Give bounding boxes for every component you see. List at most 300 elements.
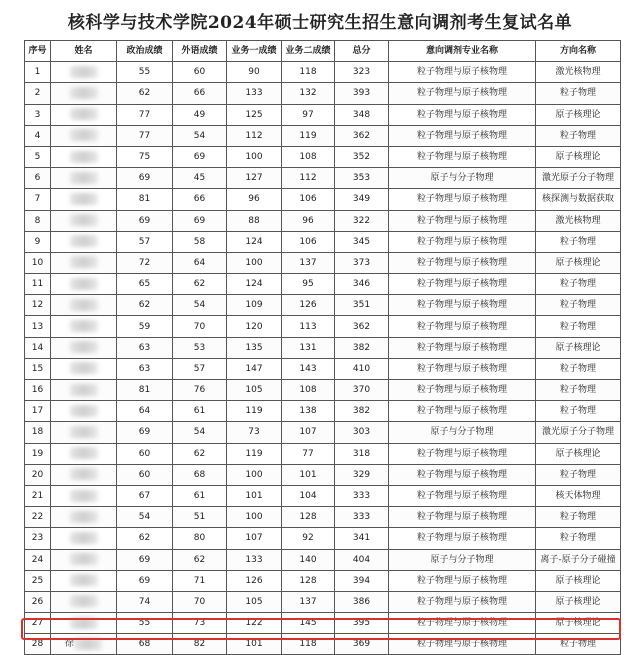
total-score: 333 — [335, 507, 389, 528]
direction-name: 原子核理论 — [536, 104, 621, 125]
english-score: 68 — [173, 464, 227, 485]
row-number: 17 — [25, 401, 51, 422]
candidate-name — [51, 104, 117, 125]
row-number: 23 — [25, 528, 51, 549]
subject2-score: 96 — [282, 210, 335, 231]
table-row — [25, 83, 621, 104]
row-number: 22 — [25, 507, 51, 528]
subject1-score: 101 — [227, 485, 282, 506]
subject1-score: 109 — [227, 295, 282, 316]
row-number: 4 — [25, 125, 51, 146]
table-row — [25, 570, 621, 591]
total-score: 370 — [335, 380, 389, 401]
redacted-name-blur — [70, 235, 98, 247]
intended-major: 粒子物理与原子核物理 — [389, 464, 536, 485]
english-score: 62 — [173, 443, 227, 464]
intended-major: 粒子物理与原子核物理 — [389, 210, 536, 231]
english-score: 49 — [173, 104, 227, 125]
subject1-score: 119 — [227, 401, 282, 422]
politics-score: 67 — [117, 485, 173, 506]
direction-name: 粒子物理 — [536, 125, 621, 146]
candidate-name — [51, 231, 117, 252]
english-score: 54 — [173, 125, 227, 146]
politics-score: 69 — [117, 210, 173, 231]
col-header-subject2: 业务二成绩 — [282, 41, 335, 62]
english-score: 61 — [173, 401, 227, 422]
intended-major: 粒子物理与原子核物理 — [389, 104, 536, 125]
row-number: 18 — [25, 422, 51, 443]
redacted-name-blur — [70, 405, 98, 417]
col-header-no: 序号 — [25, 41, 51, 62]
direction-name: 原子核理论 — [536, 146, 621, 167]
politics-score: 62 — [117, 528, 173, 549]
intended-major: 粒子物理与原子核物理 — [389, 146, 536, 167]
subject2-score: 108 — [282, 146, 335, 167]
english-score: 54 — [173, 422, 227, 443]
redacted-name-blur — [70, 87, 98, 99]
candidate-name — [51, 125, 117, 146]
subject2-score: 138 — [282, 401, 335, 422]
subject2-score: 137 — [282, 252, 335, 273]
direction-name: 原子核理论 — [536, 252, 621, 273]
row-number: 9 — [25, 231, 51, 252]
total-score: 348 — [335, 104, 389, 125]
english-score: 73 — [173, 613, 227, 634]
table-row — [25, 401, 621, 422]
politics-score: 81 — [117, 189, 173, 210]
subject1-score: 100 — [227, 507, 282, 528]
subject2-score: 145 — [282, 613, 335, 634]
redacted-name-blur — [70, 553, 98, 565]
redacted-name-blur — [70, 193, 98, 205]
english-score: 51 — [173, 507, 227, 528]
subject2-score: 106 — [282, 231, 335, 252]
row-number: 24 — [25, 549, 51, 570]
direction-name: 原子核理论 — [536, 613, 621, 634]
intended-major: 粒子物理与原子核物理 — [389, 401, 536, 422]
total-score: 349 — [335, 189, 389, 210]
direction-name: 原子核理论 — [536, 591, 621, 612]
candidate-name — [51, 189, 117, 210]
redacted-name-blur — [70, 299, 98, 311]
table-row — [25, 295, 621, 316]
table-row — [25, 591, 621, 612]
subject2-score: 132 — [282, 83, 335, 104]
direction-name: 粒子物理 — [536, 358, 621, 379]
politics-score: 62 — [117, 83, 173, 104]
total-score: 346 — [335, 274, 389, 295]
politics-score: 54 — [117, 507, 173, 528]
intended-major: 粒子物理与原子核物理 — [389, 380, 536, 401]
intended-major: 粒子物理与原子核物理 — [389, 62, 536, 83]
english-score: 66 — [173, 83, 227, 104]
subject2-score: 113 — [282, 316, 335, 337]
direction-name: 粒子物理 — [536, 464, 621, 485]
politics-score: 55 — [117, 613, 173, 634]
total-score: 369 — [335, 634, 389, 655]
redacted-name-blur — [70, 362, 98, 374]
subject2-score: 118 — [282, 634, 335, 655]
english-score: 70 — [173, 316, 227, 337]
subject1-score: 101 — [227, 634, 282, 655]
row-number: 28 — [25, 634, 51, 655]
subject2-score: 107 — [282, 422, 335, 443]
direction-name: 粒子物理 — [536, 380, 621, 401]
intended-major: 原子与分子物理 — [389, 549, 536, 570]
row-number: 27 — [25, 613, 51, 634]
table-row — [25, 380, 621, 401]
intended-major: 粒子物理与原子核物理 — [389, 485, 536, 506]
subject1-score: 105 — [227, 380, 282, 401]
candidate-name — [51, 443, 117, 464]
row-number: 3 — [25, 104, 51, 125]
direction-name: 粒子物理 — [536, 274, 621, 295]
subject2-score: 77 — [282, 443, 335, 464]
politics-score: 77 — [117, 125, 173, 146]
english-score: 80 — [173, 528, 227, 549]
row-number: 16 — [25, 380, 51, 401]
intended-major: 粒子物理与原子核物理 — [389, 528, 536, 549]
subject2-score: 92 — [282, 528, 335, 549]
intended-major: 粒子物理与原子核物理 — [389, 591, 536, 612]
total-score: 333 — [335, 485, 389, 506]
direction-name: 粒子物理 — [536, 507, 621, 528]
intended-major: 粒子物理与原子核物理 — [389, 83, 536, 104]
subject1-score: 126 — [227, 570, 282, 591]
candidate-name — [51, 337, 117, 358]
english-score: 64 — [173, 252, 227, 273]
politics-score: 64 — [117, 401, 173, 422]
candidate-name — [51, 528, 117, 549]
row-number: 20 — [25, 464, 51, 485]
politics-score: 69 — [117, 168, 173, 189]
subject1-score: 90 — [227, 62, 282, 83]
intended-major: 粒子物理与原子核物理 — [389, 613, 536, 634]
table-body — [25, 62, 621, 655]
table-header-row — [25, 41, 621, 62]
total-score: 341 — [335, 528, 389, 549]
politics-score: 55 — [117, 62, 173, 83]
english-score: 69 — [173, 210, 227, 231]
politics-score: 60 — [117, 464, 173, 485]
politics-score: 57 — [117, 231, 173, 252]
total-score: 303 — [335, 422, 389, 443]
candidate-name — [51, 83, 117, 104]
direction-name: 粒子物理 — [536, 231, 621, 252]
intended-major: 粒子物理与原子核物理 — [389, 358, 536, 379]
total-score: 395 — [335, 613, 389, 634]
direction-name: 核探测与数据获取 — [536, 189, 621, 210]
total-score: 322 — [335, 210, 389, 231]
total-score: 410 — [335, 358, 389, 379]
redacted-name-blur — [70, 617, 98, 629]
total-score: 394 — [335, 570, 389, 591]
politics-score: 63 — [117, 358, 173, 379]
total-score: 351 — [335, 295, 389, 316]
row-number: 2 — [25, 83, 51, 104]
table-row — [25, 189, 621, 210]
table-row — [25, 231, 621, 252]
col-header-major: 意向调剂专业名称 — [389, 41, 536, 62]
subject1-score: 96 — [227, 189, 282, 210]
english-score: 71 — [173, 570, 227, 591]
direction-name: 原子核理论 — [536, 570, 621, 591]
politics-score: 72 — [117, 252, 173, 273]
intended-major: 粒子物理与原子核物理 — [389, 274, 536, 295]
total-score: 353 — [335, 168, 389, 189]
candidate-name — [51, 422, 117, 443]
candidate-name — [51, 274, 117, 295]
table-row — [25, 146, 621, 167]
direction-name: 激光核物理 — [536, 62, 621, 83]
subject1-score: 124 — [227, 231, 282, 252]
intended-major: 粒子物理与原子核物理 — [389, 316, 536, 337]
redacted-name-blur — [70, 278, 98, 290]
direction-name: 激光核物理 — [536, 210, 621, 231]
direction-name: 粒子物理 — [536, 634, 621, 655]
subject1-score: 133 — [227, 549, 282, 570]
row-number: 26 — [25, 591, 51, 612]
table-row — [25, 422, 621, 443]
direction-name: 激光原子分子物理 — [536, 168, 621, 189]
direction-name: 核天体物理 — [536, 485, 621, 506]
politics-score: 77 — [117, 104, 173, 125]
redacted-name-blur — [70, 320, 98, 332]
subject1-score: 125 — [227, 104, 282, 125]
page-title: 核科学与技术学院2024年硕士研究生招生意向调剂考生复试名单 — [67, 13, 573, 33]
candidate-name — [51, 401, 117, 422]
english-score: 66 — [173, 189, 227, 210]
table-row — [25, 62, 621, 83]
table-row — [25, 125, 621, 146]
direction-name: 粒子物理 — [536, 295, 621, 316]
candidate-name — [51, 146, 117, 167]
subject2-score: 128 — [282, 507, 335, 528]
total-score: 345 — [335, 231, 389, 252]
subject1-score: 100 — [227, 464, 282, 485]
subject1-score: 135 — [227, 337, 282, 358]
subject2-score: 131 — [282, 337, 335, 358]
candidate-name — [51, 358, 117, 379]
english-score: 58 — [173, 231, 227, 252]
politics-score: 69 — [117, 422, 173, 443]
candidate-name — [51, 549, 117, 570]
english-score: 62 — [173, 274, 227, 295]
redacted-name-blur — [70, 426, 98, 438]
subject2-score: 128 — [282, 570, 335, 591]
table-row — [25, 464, 621, 485]
name-text: 徐 — [64, 639, 74, 650]
table-row — [25, 337, 621, 358]
subject1-score: 107 — [227, 528, 282, 549]
subject2-score: 119 — [282, 125, 335, 146]
col-header-direction: 方向名称 — [536, 41, 621, 62]
politics-score: 63 — [117, 337, 173, 358]
subject1-score: 119 — [227, 443, 282, 464]
redacted-name-blur — [70, 151, 98, 163]
intended-major: 粒子物理与原子核物理 — [389, 189, 536, 210]
english-score: 82 — [173, 634, 227, 655]
politics-score: 65 — [117, 274, 173, 295]
redacted-name-blur — [70, 532, 98, 544]
direction-name: 离子-原子分子碰撞 — [536, 549, 621, 570]
row-number: 19 — [25, 443, 51, 464]
redacted-name-blur — [70, 468, 98, 480]
row-number: 10 — [25, 252, 51, 273]
row-number: 25 — [25, 570, 51, 591]
subject2-score: 126 — [282, 295, 335, 316]
subject1-score: 122 — [227, 613, 282, 634]
direction-name: 粒子物理 — [536, 83, 621, 104]
table-row — [25, 316, 621, 337]
intended-major: 粒子物理与原子核物理 — [389, 507, 536, 528]
total-score: 382 — [335, 337, 389, 358]
english-score: 57 — [173, 358, 227, 379]
english-score: 54 — [173, 295, 227, 316]
redacted-name-blur — [74, 638, 102, 650]
total-score: 404 — [335, 549, 389, 570]
direction-name: 激光原子分子物理 — [536, 422, 621, 443]
english-score: 61 — [173, 485, 227, 506]
redacted-name-blur — [70, 595, 98, 607]
subject2-score: 101 — [282, 464, 335, 485]
subject1-score: 120 — [227, 316, 282, 337]
direction-name: 原子核理论 — [536, 337, 621, 358]
candidate-name — [51, 464, 117, 485]
english-score: 53 — [173, 337, 227, 358]
subject1-score: 112 — [227, 125, 282, 146]
table-row — [25, 507, 621, 528]
table-row — [25, 274, 621, 295]
redacted-name-blur — [70, 214, 98, 226]
direction-name: 粒子物理 — [536, 528, 621, 549]
table-row — [25, 613, 621, 634]
table-row — [25, 168, 621, 189]
redacted-name-blur — [70, 490, 98, 502]
politics-score: 62 — [117, 295, 173, 316]
subject2-score: 118 — [282, 62, 335, 83]
row-number: 1 — [25, 62, 51, 83]
candidate-name — [51, 634, 117, 655]
subject1-score: 127 — [227, 168, 282, 189]
subject2-score: 97 — [282, 104, 335, 125]
candidate-name — [51, 507, 117, 528]
intended-major: 粒子物理与原子核物理 — [389, 443, 536, 464]
total-score: 362 — [335, 316, 389, 337]
candidate-name — [51, 613, 117, 634]
table-row — [25, 549, 621, 570]
intended-major: 粒子物理与原子核物理 — [389, 125, 536, 146]
candidate-name — [51, 380, 117, 401]
candidate-name — [51, 316, 117, 337]
english-score: 70 — [173, 591, 227, 612]
row-number: 11 — [25, 274, 51, 295]
subject2-score: 112 — [282, 168, 335, 189]
total-score: 318 — [335, 443, 389, 464]
col-header-politics: 政治成绩 — [117, 41, 173, 62]
table-row — [25, 210, 621, 231]
redacted-name-blur — [70, 447, 98, 459]
subject2-score: 140 — [282, 549, 335, 570]
total-score: 362 — [335, 125, 389, 146]
intended-major: 粒子物理与原子核物理 — [389, 252, 536, 273]
intended-major: 粒子物理与原子核物理 — [389, 231, 536, 252]
redacted-name-blur — [70, 384, 98, 396]
row-number: 15 — [25, 358, 51, 379]
candidate-name — [51, 295, 117, 316]
subject1-score: 105 — [227, 591, 282, 612]
candidate-name — [51, 570, 117, 591]
subject1-score: 133 — [227, 83, 282, 104]
row-number: 5 — [25, 146, 51, 167]
col-header-name: 姓名 — [51, 41, 117, 62]
row-number: 13 — [25, 316, 51, 337]
subject2-score: 104 — [282, 485, 335, 506]
direction-name: 原子核理论 — [536, 443, 621, 464]
politics-score: 68 — [117, 634, 173, 655]
table-row — [25, 252, 621, 273]
intended-major: 粒子物理与原子核物理 — [389, 634, 536, 655]
english-score: 45 — [173, 168, 227, 189]
subject1-score: 124 — [227, 274, 282, 295]
redacted-name-blur — [70, 172, 98, 184]
subject1-score: 73 — [227, 422, 282, 443]
row-number: 8 — [25, 210, 51, 231]
politics-score: 69 — [117, 570, 173, 591]
total-score: 393 — [335, 83, 389, 104]
english-score: 62 — [173, 549, 227, 570]
subject1-score: 88 — [227, 210, 282, 231]
subject2-score: 108 — [282, 380, 335, 401]
row-number: 6 — [25, 168, 51, 189]
table-row — [25, 485, 621, 506]
redacted-name-blur — [70, 341, 98, 353]
politics-score: 59 — [117, 316, 173, 337]
table-row — [25, 104, 621, 125]
subject1-score: 100 — [227, 146, 282, 167]
intended-major: 原子与分子物理 — [389, 168, 536, 189]
total-score: 352 — [335, 146, 389, 167]
redacted-name-blur — [70, 108, 98, 120]
total-score: 323 — [335, 62, 389, 83]
redacted-name-blur — [70, 256, 98, 268]
subject2-score: 95 — [282, 274, 335, 295]
subject2-score: 143 — [282, 358, 335, 379]
intended-major: 粒子物理与原子核物理 — [389, 570, 536, 591]
subject2-score: 137 — [282, 591, 335, 612]
candidate-name — [51, 62, 117, 83]
english-score: 60 — [173, 62, 227, 83]
politics-score: 81 — [117, 380, 173, 401]
table-row — [25, 443, 621, 464]
col-header-english: 外语成绩 — [173, 41, 227, 62]
intended-major: 粒子物理与原子核物理 — [389, 337, 536, 358]
candidate-name — [51, 168, 117, 189]
row-number: 14 — [25, 337, 51, 358]
politics-score: 75 — [117, 146, 173, 167]
intended-major: 粒子物理与原子核物理 — [389, 295, 536, 316]
table-row — [25, 358, 621, 379]
table-row — [25, 634, 621, 655]
col-header-subject1: 业务一成绩 — [227, 41, 282, 62]
col-header-total: 总分 — [335, 41, 389, 62]
candidate-name — [51, 591, 117, 612]
total-score: 373 — [335, 252, 389, 273]
candidate-name — [51, 485, 117, 506]
direction-name: 粒子物理 — [536, 316, 621, 337]
subject1-score: 147 — [227, 358, 282, 379]
subject2-score: 106 — [282, 189, 335, 210]
